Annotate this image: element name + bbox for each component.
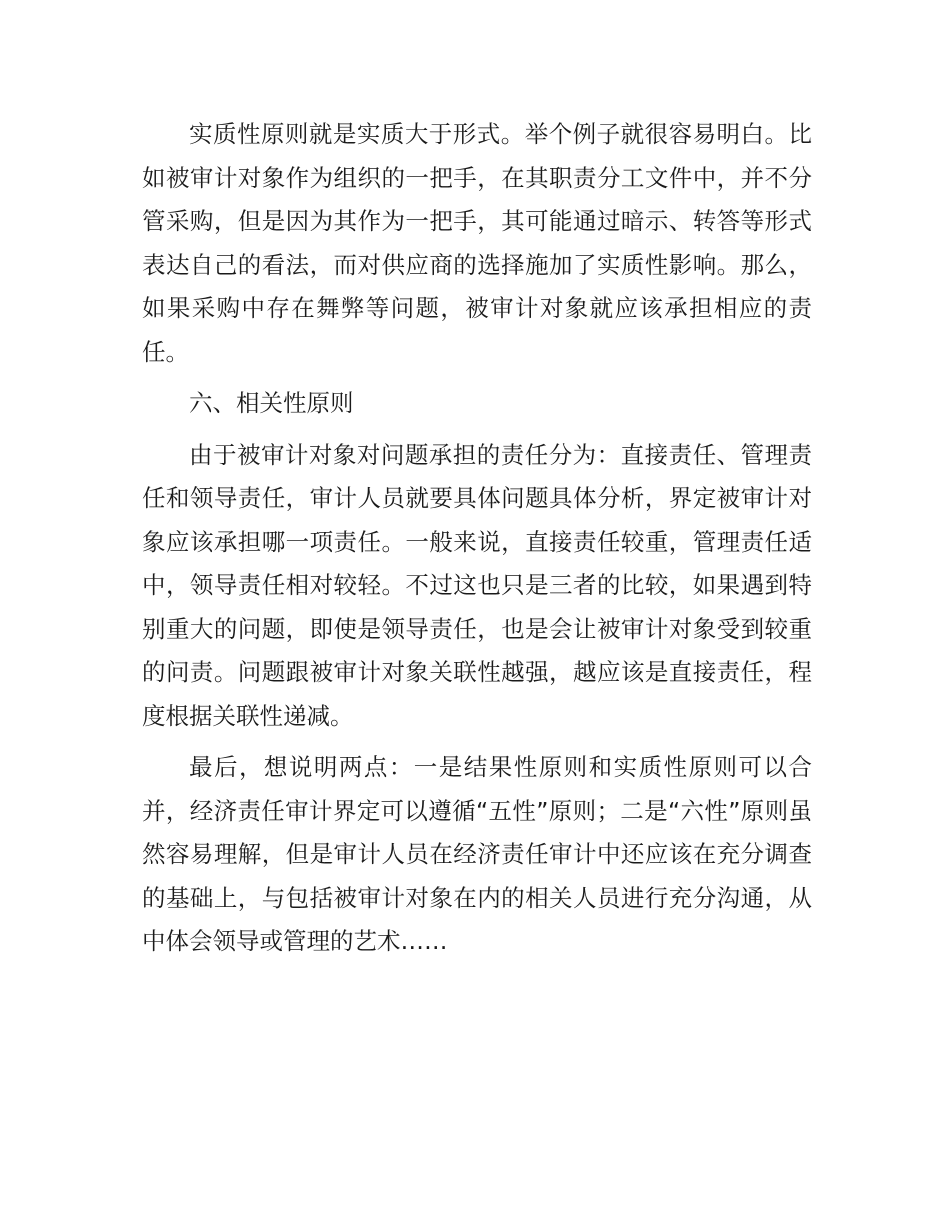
- document-page: [142, 113, 812, 972]
- section-heading-relevance-principle: 六、相关性原则: [189, 389, 354, 417]
- paragraph-relevance-principle: 由于被审计对象对问题承担的责任分为：直接责任、管理责任和领导责任，审计人员就要具体问题具体分析，界定被审计对象应该承担哪一项责任。一般来说，直接责任较重，管理责任适中，领导责任相对较轻。不过这也只是三者的比较，如果遇到特别重大的问题，即使是领导责任，也是会让被审计对象受到较重的问责。问题跟被审计对象关联性越强，越应该是直接责任，程度根据关联性递减。: [142, 440, 812, 730]
- paragraph-substance-principle: 实质性原则就是实质大于形式。举个例子就很容易明白。比如被审计对象作为组织的一把手，在其职责分工文件中，并不分管采购，但是因为其作为一把手，其可能通过暗示、转答等形式表达自己的看法，而对供应商的选择施加了实质性影响。那么，如果采购中存在舞弊等问题，被审计对象就应该承担相应的责任。: [142, 120, 812, 366]
- paragraph-conclusion: 最后，想说明两点：一是结果性原则和实质性原则可以合并，经济责任审计界定可以遵循“五性”原则；二是“六性”原则虽然容易理解，但是审计人员在经济责任审计中还应该在充分调查的基础上，与包括被审计对象在内的相关人员进行充分沟通，从中体会领导或管理的艺术……: [142, 753, 812, 955]
